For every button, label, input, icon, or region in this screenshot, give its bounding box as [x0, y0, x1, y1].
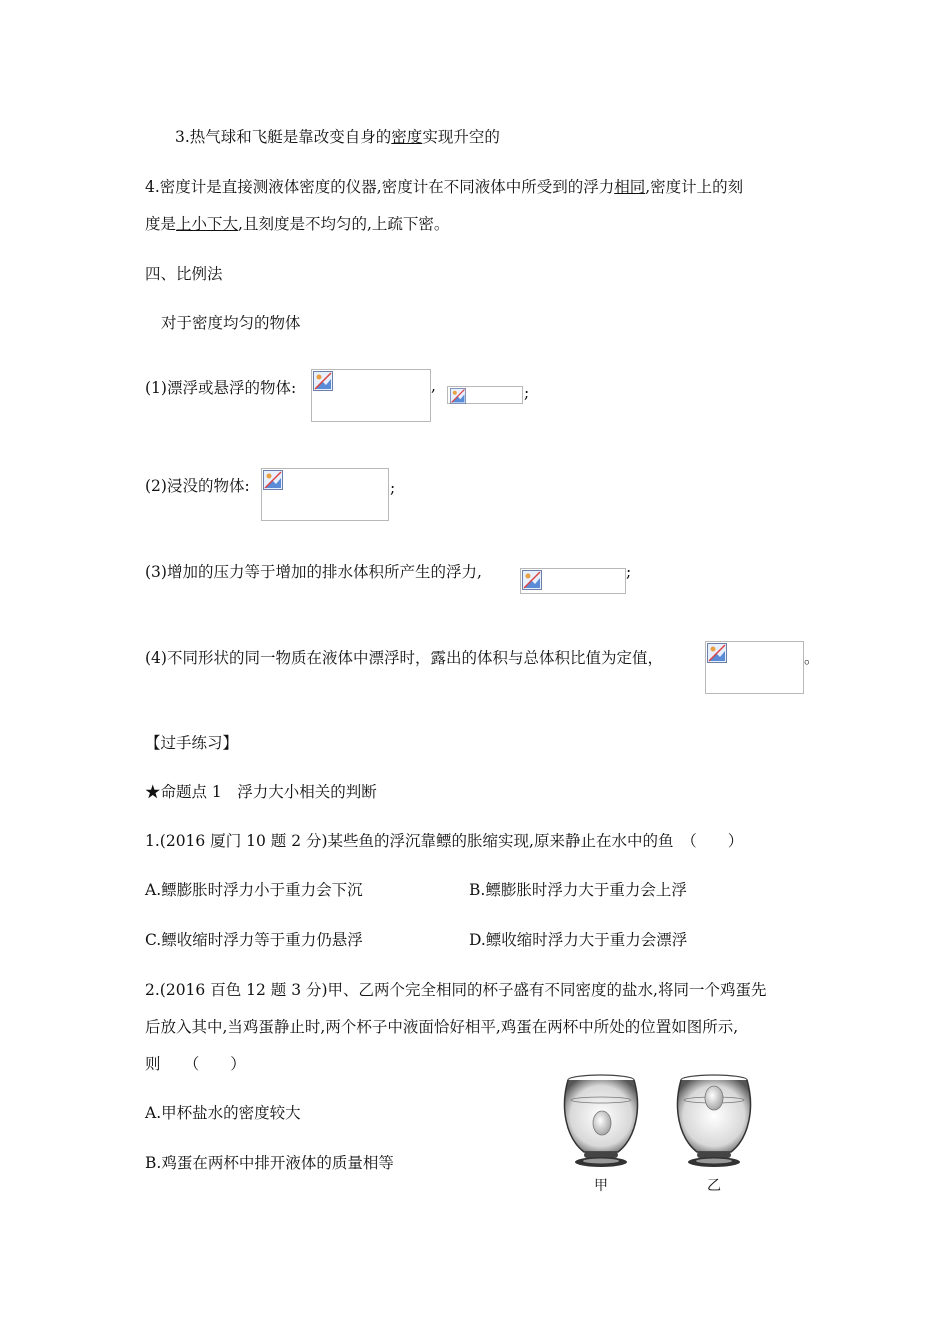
line-item-3: 3.热气球和飞艇是靠改变自身的密度实现升空的	[175, 128, 500, 146]
question-2-line-2: 后放入其中,当鸡蛋静止时,两个杯子中液面恰好相平,鸡蛋在两杯中所处的位置如图所示,	[145, 1018, 739, 1036]
formula-image	[705, 641, 804, 694]
line-item-4a: 4.密度计是直接测液体密度的仪器,密度计在不同液体中所受到的浮力相同,密度计上的刻	[145, 178, 744, 196]
option-1b: B.鳔膨胀时浮力大于重力会上浮	[469, 881, 687, 899]
question-1: 1.(2016 厦门 10 题 2 分)某些鱼的浮沉靠鳔的胀缩实现,原来静止在水中的鱼 （ ）	[145, 832, 744, 850]
cup-left	[565, 1075, 638, 1167]
option-2b: B.鸡蛋在两杯中排开液体的质量相等	[145, 1154, 394, 1172]
option-1d: D.鳔收缩时浮力大于重力会漂浮	[469, 931, 688, 949]
option-1c: C.鳔收缩时浮力等于重力仍悬浮	[145, 931, 363, 949]
item-3-text: (3)增加的压力等于增加的排水体积所产生的浮力,	[145, 563, 482, 581]
semicolon: ;	[626, 563, 632, 581]
item-4-text: (4)不同形状的同一物质在液体中漂浮时，露出的体积与总体积比值为定值，	[145, 649, 663, 667]
cups-figure	[556, 1068, 766, 1198]
practice-heading: 【过手练习】	[145, 734, 239, 752]
cup-right	[678, 1075, 751, 1167]
answer-underline: 相同	[614, 178, 646, 196]
line-item-4b: 度是上小下大,且刻度是不均匀的,上疏下密。	[145, 215, 450, 233]
comma: ,	[431, 377, 436, 395]
item-1-text: (1)漂浮或悬浮的物体:	[145, 379, 297, 397]
option-1a: A.鳔膨胀时浮力小于重力会下沉	[145, 881, 363, 899]
semicolon: ;	[524, 384, 530, 402]
intro-text: 对于密度均匀的物体	[161, 314, 301, 332]
semicolon: ;	[390, 479, 396, 497]
label-right: 乙	[707, 1178, 721, 1194]
formula-image	[447, 386, 523, 404]
label-left: 甲	[594, 1178, 608, 1194]
question-2-line-3: 则 （ ）	[145, 1055, 246, 1073]
option-2a: A.甲杯盐水的密度较大	[145, 1104, 301, 1122]
broken-image-icon	[263, 470, 283, 490]
period: 。	[804, 649, 820, 667]
formula-image	[520, 568, 626, 594]
section-heading: 四、比例法	[145, 265, 223, 283]
formula-image	[261, 468, 389, 521]
broken-image-icon	[449, 388, 467, 404]
broken-image-icon	[707, 643, 727, 663]
broken-image-icon	[313, 371, 333, 391]
answer-underline: 上小下大	[176, 215, 239, 233]
topic-point-1: ★命题点 1 浮力大小相关的判断	[145, 783, 377, 801]
answer-underline: 密度	[391, 128, 423, 146]
item-2-text: (2)浸没的物体:	[145, 477, 250, 495]
formula-image	[311, 369, 431, 422]
question-2-line-1: 2.(2016 百色 12 题 3 分)甲、乙两个完全相同的杯子盛有不同密度的盐水,将同一个鸡蛋先	[145, 981, 767, 999]
broken-image-icon	[522, 570, 542, 590]
